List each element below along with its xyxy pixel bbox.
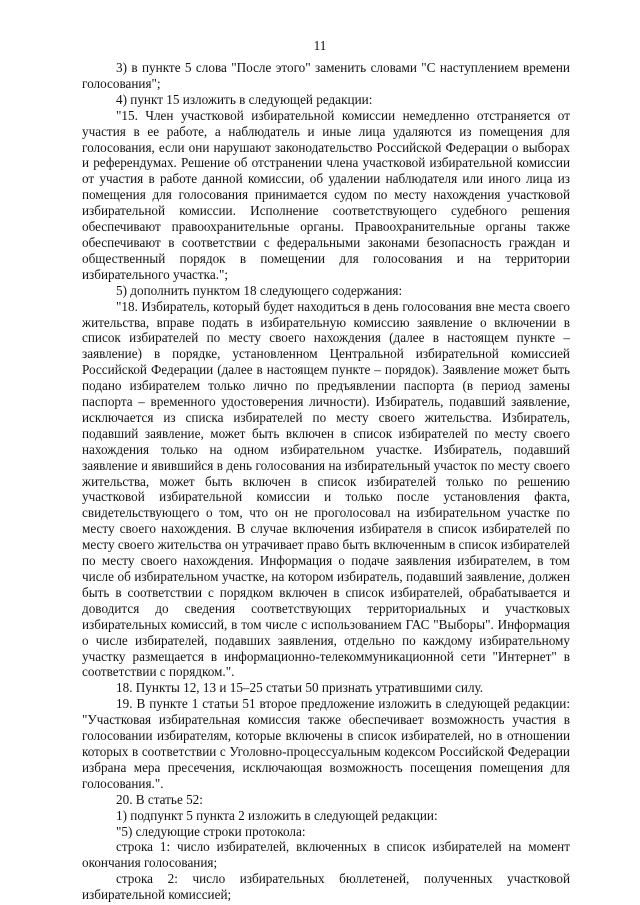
paragraph-point-19: 19. В пункте 1 статьи 51 второе предложение изложить в следующей редакции: "Участковая избирательная комиссия также обеспечивает возможность участия в голосовании избирателям, которые включены в список избирателей, но в отношении которых в соответствии с Уголовно-процессуальным кодексом Российской Федерации избрана мера пресечения, исключающая возможность посещения помещения для голосования.". [82,696,570,791]
paragraph-item-5: 5) дополнить пунктом 18 следующего содержания: [116,282,403,298]
quoted-clause-15: "15. Член участковой избирательной комиссии немедленно отстраняется от участия в ее работе, а наблюдатель и иные лица удаляются из помещения для голосования, если они нарушают законодательство Российской Федерации о выборах и референдумах. Решение об отстранении члена участковой избирательной комиссии от участия в работе данной комиссии, об удалении наблюдателя или иного лица из помещения для голосования принимается судом по месту нахождения участковой избирательной комиссии. Исполнение соответствующего судебного решения обеспечивают правоохранительные органы. Правоохранительные органы также обеспечивают в соответствии с федеральными законами безопасность граждан и общественный порядок в помещении для голосования и на территории избирательного участка."; [82,107,570,282]
document-body [82,60,570,903]
protocol-line-1: строка 1: число избирателей, включенных в список избирателей на момент окончания голосования; [82,839,570,871]
quoted-protocol-lines: "5) следующие строки протокола: [116,823,306,839]
paragraph-item-4: 4) пункт 15 изложить в следующей редакции: [116,91,373,107]
paragraph-item-3: 3) в пункте 5 слова "После этого" заменить словами "С наступлением времени голосования"; [82,60,570,91]
paragraph-point-18: 18. Пункты 12, 13 и 15–25 статьи 50 признать утратившими силу. [116,680,484,696]
page-number: 11 [313,38,327,53]
protocol-line-2: строка 2: число избирательных бюллетеней, полученных участковой избирательной комиссией; [82,871,570,903]
paragraph-point-20: 20. В статье 52: [116,791,203,807]
quoted-clause-18: "18. Избиратель, который будет находиться в день голосования вне места своего жительства, вправе подать в избирательную комиссию заявление о включении в список избирателей по месту своего нахождения (далее в настоящем пункте – заявление) в порядке, установленном Центральной избирательной комиссией Российской Федерации (далее в настоящем пункте – порядок). Заявление может быть подано избирателем только лично по предъявлении паспорта (в период замены паспорта – временного удостоверения личности). Избиратель, подавший заявление, исключается из списка избирателей по месту своего жительства. Избиратель, подавший заявление, может быть включен в список избирателей по месту своего нахождения только на одном избирательном участке. Избиратель, подавший заявление и явившийся в день голосования на избирательный участок по месту своего жительства, может быть включен в список избирателей только по решению участковой избирательной комиссии и только после установления факта, свидетельствующего о том, что он не проголосовал на избирательном участке по месту своего нахождения. В случае включения избирателя в список избирателей по месту своего жительства он утрачивает право быть включенным в список избирателей по месту своего нахождения. Информация о подаче заявления избирателем, в том числе об избирательном участке, на котором избиратель, подавший заявление, должен быть в соответствии с порядком включен в список избирателей, обрабатывается и доводится до сведения соответствующих территориальных и участковых избирательных комиссий, в том числе с использованием ГАС "Выборы". Информация о числе избирателей, подавших заявления, отдельно по каждому избирательному участку размещается в информационно-телекоммуникационной сети "Интернет" в соответствии с порядком.". [82,298,570,680]
paragraph-subitem-1: 1) подпункт 5 пункта 2 изложить в следующей редакции: [116,807,438,823]
